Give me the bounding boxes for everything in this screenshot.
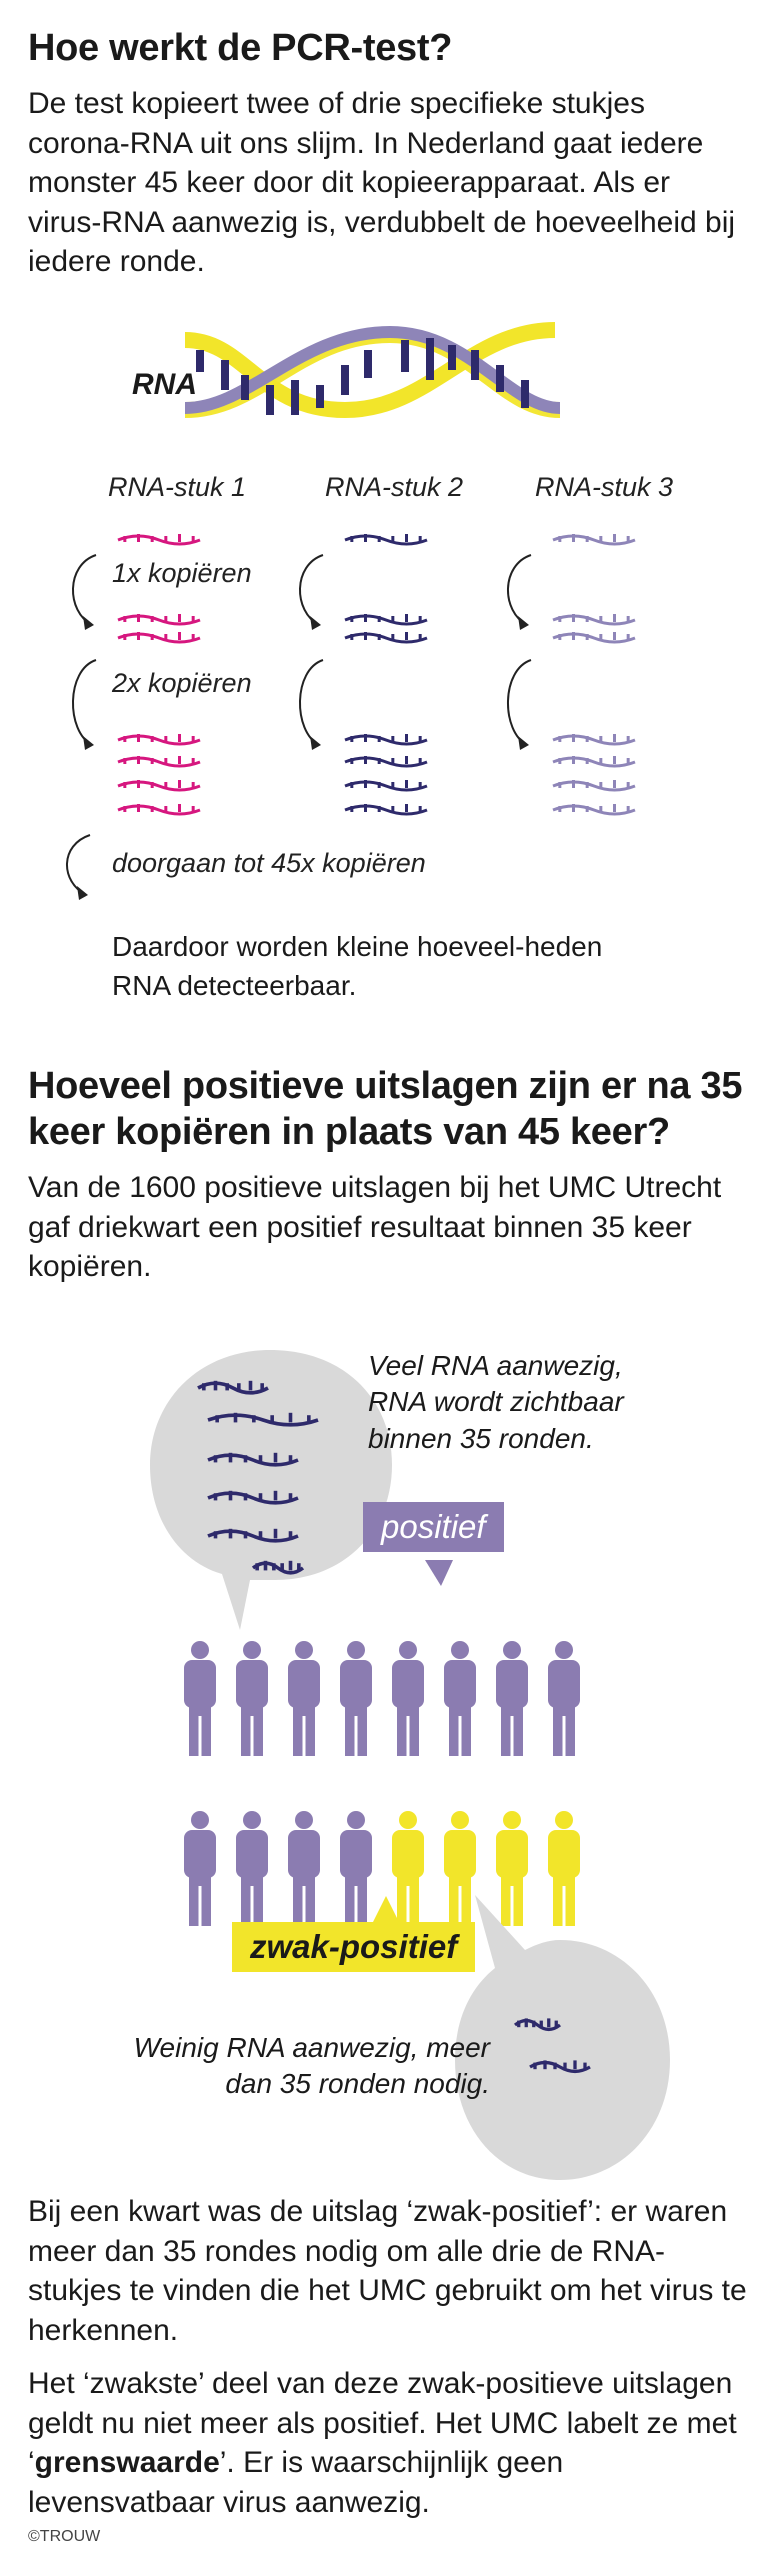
rna-strand-copy2-3	[553, 780, 635, 790]
person-figure	[288, 1641, 320, 1756]
paragraph2-bold: grenswaarde	[34, 2446, 220, 2480]
rna-strand-original-1	[118, 534, 200, 544]
bubble-top-strand	[253, 1561, 303, 1573]
copy-arrow-1-1	[73, 555, 96, 630]
bubble-top-strand	[208, 1529, 298, 1541]
copy-arrow-2-2	[300, 660, 323, 750]
rna-strand-copy1-1	[118, 614, 200, 624]
section2-paragraph2	[28, 2364, 748, 2522]
rna-strand-copy2-1	[118, 734, 200, 744]
step3-label: doorgaan tot 45x kopiëren	[112, 848, 426, 878]
copy-arrow-2-1	[73, 660, 96, 750]
bubble-bottom-rna-strands	[500, 1995, 640, 2095]
rna-strand-copy2-2	[345, 780, 427, 790]
piece-label-2: RNA-stuk 2	[325, 472, 464, 502]
positive-tag-pointer	[425, 1560, 465, 1590]
bubble-top-text: Veel RNA aanwezig, RNA wordt zichtbaar binnen 35 ronden.	[368, 1350, 624, 1454]
rna-strand-original-3	[553, 534, 635, 544]
bubble-top-strand	[208, 1491, 298, 1503]
rna-strand-copy2-2	[345, 804, 427, 814]
copy-arrow-1-3	[508, 555, 531, 630]
person-figure	[340, 1641, 372, 1756]
rna-strand-copy2-1	[118, 804, 200, 814]
section1-intro: De test kopieert twee of drie specifieke stukjes corona-RNA uit ons slijm. In Nederland gaat iedere monster 45 keer door dit kopieerapparaat. Als er virus-RNA aanwezig is, verdubbelt de hoeveelheid bij iedere ronde.	[28, 87, 736, 279]
copy-arrow-1-2	[300, 555, 323, 630]
bubble-bottom-strand	[530, 2060, 590, 2071]
rna-strand-copy1-2	[345, 614, 427, 624]
bubble-top-strand	[198, 1381, 268, 1393]
rna-helix-illustration	[0, 320, 763, 450]
rna-strand-copy1-2	[345, 632, 427, 642]
bubble-bottom-strand	[515, 2018, 560, 2029]
section2-intro: Van de 1600 positieve uitslagen bij het UMC Utrecht gaf driekwart een positief resultaat binnen 35 keer kopiëren.	[28, 1171, 722, 1284]
copy-arrow-2-3	[508, 660, 531, 750]
person-figure	[496, 1641, 528, 1756]
rna-strand-copy2-3	[553, 804, 635, 814]
rna-strand-copy2-1	[118, 756, 200, 766]
rna-strand-copy2-3	[553, 734, 635, 744]
rna-strand-copy2-1	[118, 780, 200, 790]
rna-strand-copy1-3	[553, 614, 635, 624]
rna-label: RNA	[132, 368, 197, 401]
step2-label: 2x kopiëren	[112, 668, 252, 698]
paragraph2-end: ’. Er is waarschijnlijk geen levensvatbaar virus aanwezig.	[28, 2446, 564, 2519]
person-figure	[444, 1641, 476, 1756]
person-figure	[236, 1641, 268, 1756]
rna-strand-original-2	[345, 534, 427, 544]
bubble-top-strand	[208, 1413, 318, 1425]
section2-paragraph1: Bij een kwart was de uitslag ‘zwak-positief’: er waren meer dan 35 rondes nodig om alle drie de RNA-stukjes te vinden die het UMC gebruikt om het virus te herkennen.	[28, 2195, 747, 2347]
person-figure	[184, 1641, 216, 1756]
person-figure	[392, 1641, 424, 1756]
rna-strand-copy1-1	[118, 632, 200, 642]
copy-arrow-3	[67, 835, 90, 900]
rna-strand-copy2-3	[553, 756, 635, 766]
paragraph2-start: Het ‘zwakste’ deel van deze zwak-positieve uitslagen geldt nu niet meer als positief. Het UMC labelt ze met ‘	[28, 2367, 737, 2480]
section2-title: Hoeveel positieve uitslagen zijn er na 35 keer kopiëren in plaats van 45 keer?	[28, 1065, 743, 1153]
section1-conclusion: Daardoor worden kleine hoeveel-heden RNA detecteerbaar.	[112, 931, 603, 1001]
piece-label-1: RNA-stuk 1	[108, 472, 247, 502]
rna-strand-copy1-3	[553, 632, 635, 642]
step1-label: 1x kopiëren	[112, 558, 252, 588]
rna-strand-copy2-2	[345, 734, 427, 744]
piece-label-3: RNA-stuk 3	[535, 472, 674, 502]
person-figure	[548, 1641, 580, 1756]
credit: ©TROUW	[28, 2528, 101, 2545]
bubble-top-strand	[208, 1453, 298, 1465]
section1-title: Hoe werkt de PCR-test?	[28, 27, 453, 69]
weak-tag: zwak-positief	[232, 1922, 475, 1972]
bubble-bottom-text: Weinig RNA aanwezig, meer dan 35 ronden nodig.	[133, 2032, 490, 2100]
rna-strand-copy2-2	[345, 756, 427, 766]
positive-tag: positief	[363, 1502, 504, 1552]
